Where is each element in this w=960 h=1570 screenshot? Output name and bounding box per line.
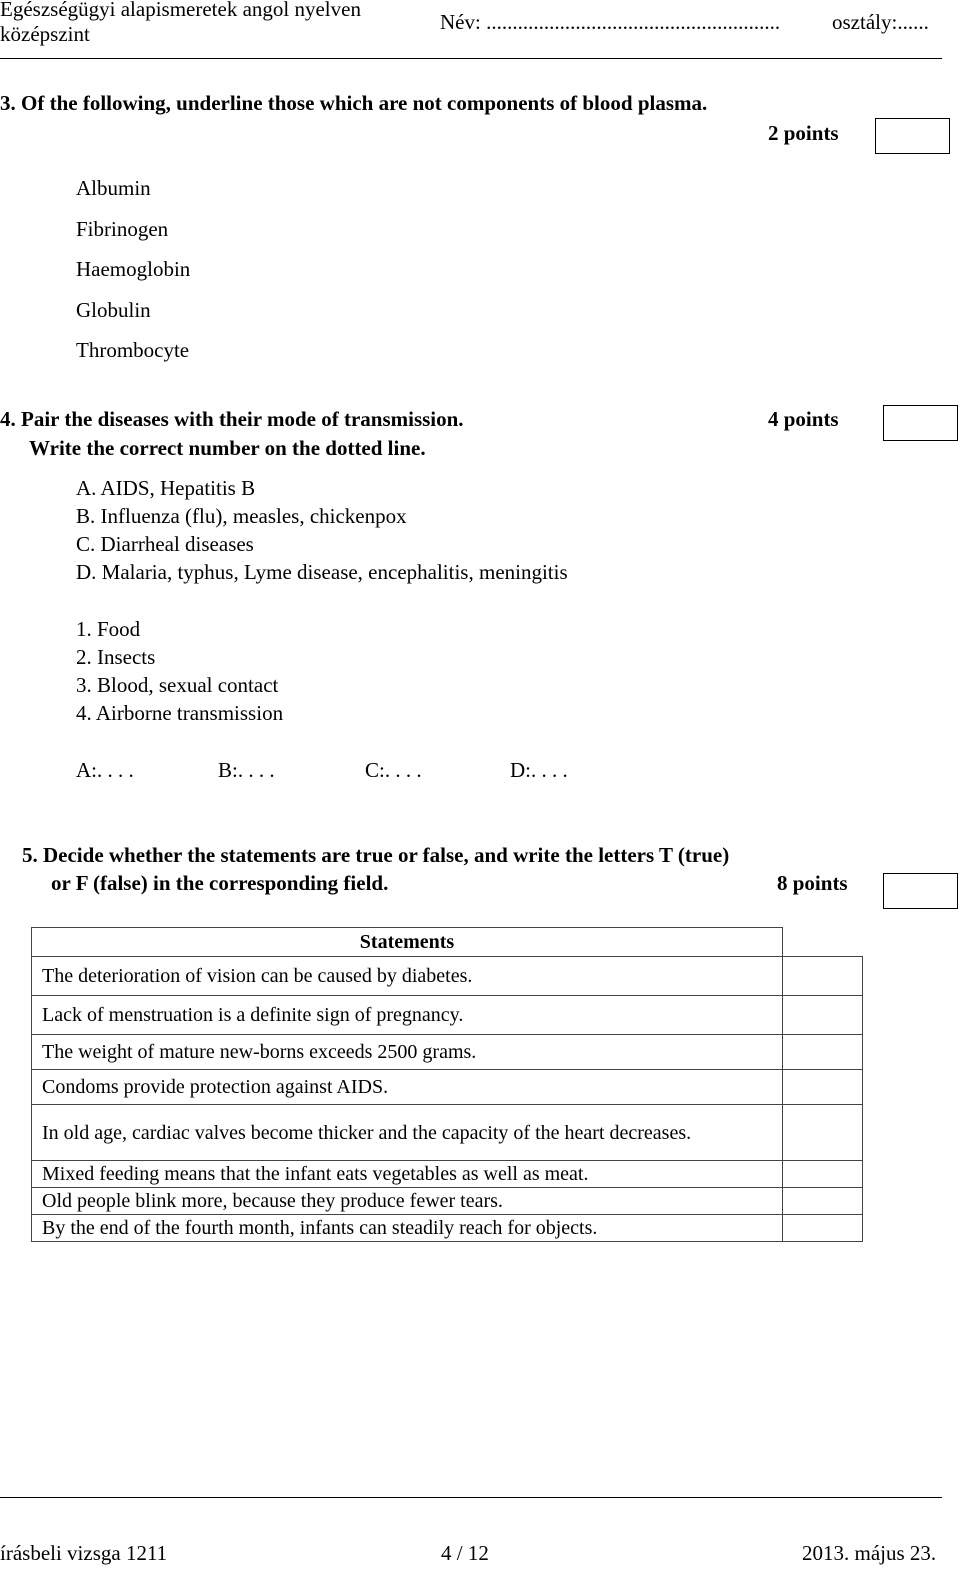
q4-subtitle: Write the correct number on the dotted line. <box>29 436 426 460</box>
q3-item: Globulin <box>76 298 151 322</box>
statement-text: Old people blink more, because they produce fewer tears. <box>32 1188 783 1215</box>
statement-text: Lack of menstruation is a definite sign of pregnancy. <box>32 996 783 1035</box>
footer-date: 2013. május 23. <box>802 1541 937 1565</box>
statements-header: Statements <box>32 928 783 957</box>
q5-title: 5. Decide whether the statements are true or false, and write the letters T (true) <box>22 843 730 867</box>
q4-answer-b[interactable]: B:. . . . <box>218 758 275 782</box>
answer-cell[interactable] <box>783 1161 863 1188</box>
q3-title: 3. Of the following, underline those which are not components of blood plasma. <box>0 91 708 115</box>
q5-points: 8 points <box>777 871 848 895</box>
answer-cell[interactable] <box>783 1105 863 1161</box>
q4-answer-c[interactable]: C:. . . . <box>365 758 422 782</box>
q4-answer-d[interactable]: D:. . . . <box>510 758 568 782</box>
answer-cell[interactable] <box>783 996 863 1035</box>
footer-divider <box>0 1497 942 1498</box>
q5-score-box <box>883 873 958 909</box>
statement-text: The deterioration of vision can be caused by diabetes. <box>32 957 783 996</box>
subject-title: Egészségügyi alapismeretek angol nyelven <box>0 0 361 21</box>
q4-disease: B. Influenza (flu), measles, chickenpox <box>76 504 407 528</box>
q3-item: Haemoglobin <box>76 257 191 281</box>
q3-item: Fibrinogen <box>76 217 169 241</box>
q4-disease: D. Malaria, typhus, Lyme disease, encephalitis, meningitis <box>76 560 568 584</box>
footer-page: 4 / 12 <box>441 1541 489 1565</box>
footer-exam: írásbeli vizsga 1211 <box>0 1541 168 1565</box>
statement-text: Mixed feeding means that the infant eats vegetables as well as meat. <box>32 1161 783 1188</box>
q4-disease: A. AIDS, Hepatitis B <box>76 476 256 500</box>
q5-title-cont: or F (false) in the corresponding field. <box>51 871 389 895</box>
answer-cell[interactable] <box>783 1215 863 1242</box>
statement-text: The weight of mature new-borns exceeds 2500 grams. <box>32 1035 783 1070</box>
q3-score-box <box>875 118 950 154</box>
answer-cell[interactable] <box>783 957 863 996</box>
q3-points: 2 points <box>768 121 839 145</box>
q4-mode: 2. Insects <box>76 645 156 669</box>
q4-mode: 3. Blood, sexual contact <box>76 673 279 697</box>
q3-item: Albumin <box>76 176 151 200</box>
header-divider <box>0 58 942 59</box>
answer-cell[interactable] <box>783 1188 863 1215</box>
subject-level: középszint <box>0 22 90 46</box>
statement-text: By the end of the fourth month, infants can steadily reach for objects. <box>32 1215 783 1242</box>
q4-mode: 1. Food <box>76 617 141 641</box>
statement-text: Condoms provide protection against AIDS. <box>32 1070 783 1105</box>
name-field: Név: ........................................................ <box>440 10 781 34</box>
class-field: osztály:...... <box>832 10 929 34</box>
answer-cell[interactable] <box>783 1035 863 1070</box>
answer-cell[interactable] <box>783 1070 863 1105</box>
q4-answer-a[interactable]: A:. . . . <box>76 758 134 782</box>
q3-item: Thrombocyte <box>76 338 190 362</box>
statements-table <box>31 927 863 1242</box>
q4-mode: 4. Airborne transmission <box>76 701 284 725</box>
q4-disease: C. Diarrheal diseases <box>76 532 254 556</box>
statement-text: In old age, cardiac valves become thicker and the capacity of the heart decreases. <box>32 1105 783 1161</box>
q4-title: 4. Pair the diseases with their mode of transmission. <box>0 407 464 431</box>
q4-points: 4 points <box>768 407 839 431</box>
q4-score-box <box>883 405 958 441</box>
